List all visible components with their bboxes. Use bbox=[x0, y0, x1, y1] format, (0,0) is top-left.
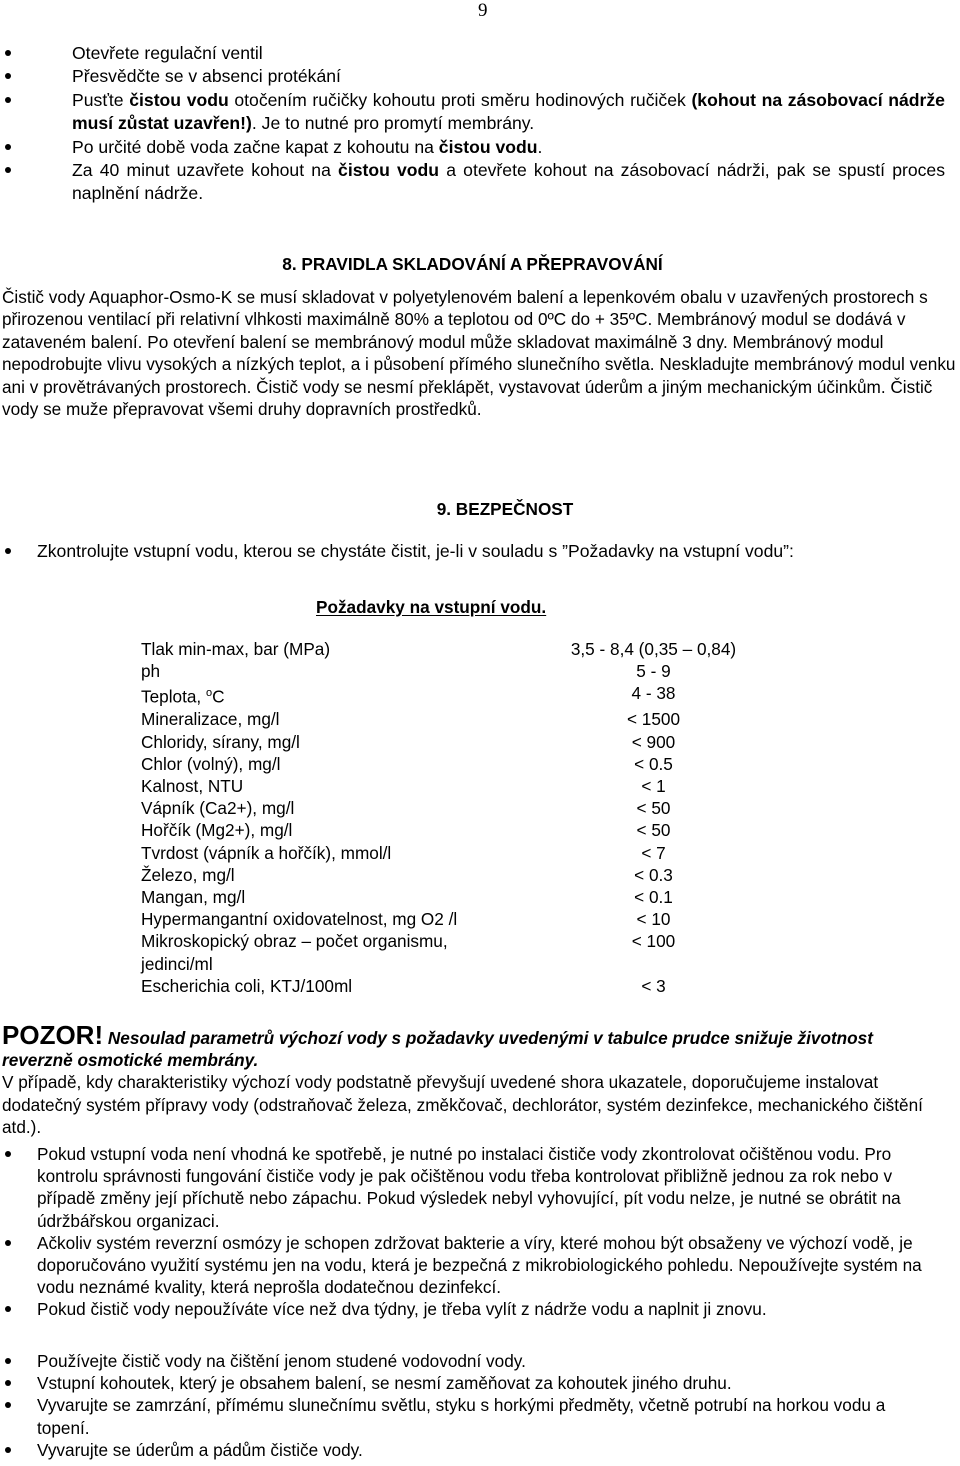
parameter-value: < 1 bbox=[641, 775, 666, 796]
table-row bbox=[141, 886, 746, 908]
parameter-value: 4 - 38 bbox=[631, 683, 676, 704]
bold-text: čistou vodu bbox=[438, 136, 538, 157]
parameter-name bbox=[141, 660, 561, 682]
parameter-value: 5 - 9 bbox=[636, 661, 671, 682]
parameter-value: 3,5 - 8,4 (0,35 – 0,84) bbox=[570, 639, 737, 659]
list-item bbox=[0, 89, 945, 136]
list-item: Vyvarujte se úderům a pádům čističe vody. bbox=[0, 1439, 925, 1461]
table-row bbox=[141, 864, 746, 886]
parameter-value: < 50 bbox=[636, 798, 671, 819]
parameter-name bbox=[141, 731, 561, 753]
parameter-label: Tlak min-max, bar (MPa) bbox=[141, 639, 331, 659]
section-9-heading: 9. BEZPEČNOST bbox=[436, 499, 574, 519]
warning-label: POZOR! bbox=[2, 1020, 104, 1050]
table-row bbox=[141, 797, 746, 819]
bold-text: čistou vodu bbox=[338, 160, 440, 181]
list-item: Používejte čistič vody na čištění jenom studené vodovodní vody. bbox=[0, 1350, 925, 1372]
table-row bbox=[141, 708, 746, 730]
table-row bbox=[141, 682, 746, 708]
parameter-name bbox=[141, 930, 561, 974]
text-run: otočením ručičky kohoutu proti směru hodinových ručiček bbox=[228, 89, 692, 110]
safety-list bbox=[0, 1143, 925, 1321]
parameter-label: Chlor (volný), mg/l bbox=[141, 753, 281, 774]
warning-block bbox=[2, 1020, 942, 1138]
parameter-name bbox=[141, 886, 561, 908]
list-item: Pokud vstupní voda není vhodná ke spotřebě, je nutné po instalaci čističe vody zkontrolovat očištěnou vodu. Pro kontrolu správnosti fungování čističe vody je pak očištěnou vodu třeba kontrolovat přibližně jednou za rok nebo v případě změny její příchutě nebo zápachu. Pokud výsledek nebyl vyhovující, pít vodu nelze, je nutné se obrátit na údržbářskou organizaci. bbox=[0, 1143, 925, 1232]
parameter-label: Kalnost, NTU bbox=[141, 775, 244, 796]
text-run: Pusťte bbox=[72, 89, 130, 110]
parameter-value: < 7 bbox=[641, 842, 666, 863]
list-item bbox=[0, 136, 945, 159]
parameter-label: Mangan, mg/l bbox=[141, 886, 246, 907]
parameter-value: < 0.3 bbox=[634, 864, 673, 885]
parameter-name bbox=[141, 975, 561, 997]
parameter-unit: C bbox=[212, 687, 225, 708]
parameter-value: < 10 bbox=[636, 909, 671, 930]
parameter-label: ph bbox=[141, 661, 161, 682]
superscript: o bbox=[205, 687, 213, 700]
table-row bbox=[141, 775, 746, 797]
storage-paragraph: Čistič vody Aquaphor-Osmo-K se musí skladovat v polyetylenovém balení a lepenkovém obalu v uzavřených prostorech s přirozenou ventilací při relativní vlhkosti maximálně 80% a teplotou od 0ºC do + 35ºC. Membránový modul se dodává v zataveném balení. Po otevření balení se membránový modul může skladovat maximálně 3 dny. Membránový modul nepodrobujte vlivu vysokých a nízkých teplot, a i působení přímého slunečního světla. Neskladujte membránový modul venku ani v provětrávaných prostorech. Čistič vody se nesmí překlápět, vystavovat úderům a jiným mechanickým účinkům. Čistič vody se muže přepravovat všemi druhy dopravních prostředků. bbox=[2, 287, 956, 420]
text-run: Otevřete regulační ventil bbox=[72, 43, 263, 63]
parameter-name bbox=[141, 775, 561, 797]
list-item bbox=[0, 65, 945, 88]
section-8-heading: 8. PRAVIDLA SKLADOVÁNÍ A PŘEPRAVOVÁNÍ bbox=[282, 254, 663, 274]
page-number: 9 bbox=[478, 0, 488, 21]
parameter-name bbox=[141, 819, 561, 841]
parameter-label: Železo, mg/l bbox=[141, 864, 235, 885]
parameter-name bbox=[141, 682, 561, 708]
parameter-label: Teplota, bbox=[141, 687, 206, 708]
parameter-value: < 100 bbox=[631, 931, 676, 952]
safety-check-list bbox=[0, 540, 925, 562]
requirements-title: Požadavky na vstupní vodu. bbox=[316, 597, 547, 617]
list-item: Vyvarujte se zamrzání, přímému slunečnímu světlu, styku s horkými předměty, včetně potrubí na horkou vodu a topení. bbox=[0, 1394, 925, 1438]
table-row bbox=[141, 975, 746, 997]
text-run: Za 40 minut uzavřete kohout na bbox=[72, 160, 339, 181]
text-run: Přesvědčte se v absenci protékání bbox=[72, 66, 341, 87]
table-row bbox=[141, 731, 746, 753]
parameter-label: Hypermangantní oxidovatelnost, mg O2 /l bbox=[141, 909, 458, 930]
table-row bbox=[141, 753, 746, 775]
text-run: Po určité době voda začne kapat z kohoutu na bbox=[72, 136, 439, 157]
list-item: Ačkoliv systém reverzní osmózy je schopen zdržovat bakterie a víry, které mohou být obsaženy ve výchozí vodě, je doporučováno využití systému jen na vodu, která je bezpečná z mikrobiologického pohledu. Nepoužívejte systém na vodu neznámé kvality, která neprošla dodatečnou dezinfekcí. bbox=[0, 1232, 925, 1299]
parameter-label: Tvrdost (vápník a hořčík), mmol/l bbox=[141, 842, 392, 863]
table-row bbox=[141, 638, 746, 660]
table-row bbox=[141, 930, 746, 974]
warning-emphasis: Nesoulad parametrů výchozí vody s požadavky uvedenými v tabulce prudce snižuje životnost reverzně osmotické membrány. bbox=[2, 1028, 873, 1071]
parameter-name bbox=[141, 708, 561, 730]
text-run: . Je to nutné pro promytí membrány. bbox=[251, 113, 535, 134]
parameter-name bbox=[141, 842, 561, 864]
water-requirements-table bbox=[141, 638, 746, 997]
instruction-list bbox=[0, 42, 945, 206]
parameter-name bbox=[141, 908, 561, 930]
table-row bbox=[141, 819, 746, 841]
list-item: Vstupní kohoutek, který je obsahem balení, se nesmí zaměňovat za kohoutek jiného druhu. bbox=[0, 1372, 925, 1394]
parameter-name bbox=[141, 753, 561, 775]
parameter-name bbox=[141, 864, 561, 886]
parameter-label: Mikroskopický obraz – počet organismu, jedinci/ml bbox=[141, 931, 448, 974]
list-item bbox=[0, 159, 945, 206]
parameter-name bbox=[141, 638, 561, 660]
parameter-name bbox=[141, 797, 561, 819]
parameter-value: < 900 bbox=[631, 731, 676, 752]
parameter-value: < 1500 bbox=[626, 709, 681, 730]
list-item: Pokud čistič vody nepoužíváte více než dva týdny, je třeba vylít z nádrže vodu a naplnit ji znovu. bbox=[0, 1298, 925, 1320]
text-run: a otevřete kohout na zásobovací nádrži, pak se spustí proces naplnění nádrže. bbox=[72, 160, 946, 204]
list-item bbox=[0, 42, 945, 65]
parameter-value: < 3 bbox=[641, 975, 666, 996]
parameter-label: Hořčík (Mg2+), mg/l bbox=[141, 820, 293, 841]
parameter-value: < 50 bbox=[636, 820, 671, 841]
parameter-label: Vápník (Ca2+), mg/l bbox=[141, 798, 295, 819]
parameter-label: Mineralizace, mg/l bbox=[141, 709, 280, 730]
parameter-label: Chloridy, sírany, mg/l bbox=[141, 731, 300, 752]
parameter-label: Escherichia coli, KTJ/100ml bbox=[141, 975, 353, 996]
bold-text: (kohout na zásobovací nádrže musí zůstat uzavřen!) bbox=[72, 89, 945, 134]
list-item: Zkontrolujte vstupní vodu, kterou se chystáte čistit, je-li v souladu s ”Požadavky na vstupní vodu”: bbox=[0, 540, 925, 562]
parameter-value: < 0.5 bbox=[634, 753, 673, 774]
parameter-value: < 0.1 bbox=[634, 886, 673, 907]
usage-list bbox=[0, 1350, 925, 1461]
table-row bbox=[141, 660, 746, 682]
text-run: . bbox=[537, 136, 543, 157]
table-row bbox=[141, 842, 746, 864]
bold-text: čistou vodu bbox=[129, 89, 229, 110]
warning-text: V případě, kdy charakteristiky výchozí vody podstatně převyšují uvedené shora ukazatele, doporučujeme instalovat dodatečný systém přípravy vody (odstraňovač železa, změkčovač, dechlorátor, systém dezinfekce, mechanického čištění atd.). bbox=[2, 1072, 923, 1137]
table-row bbox=[141, 908, 746, 930]
